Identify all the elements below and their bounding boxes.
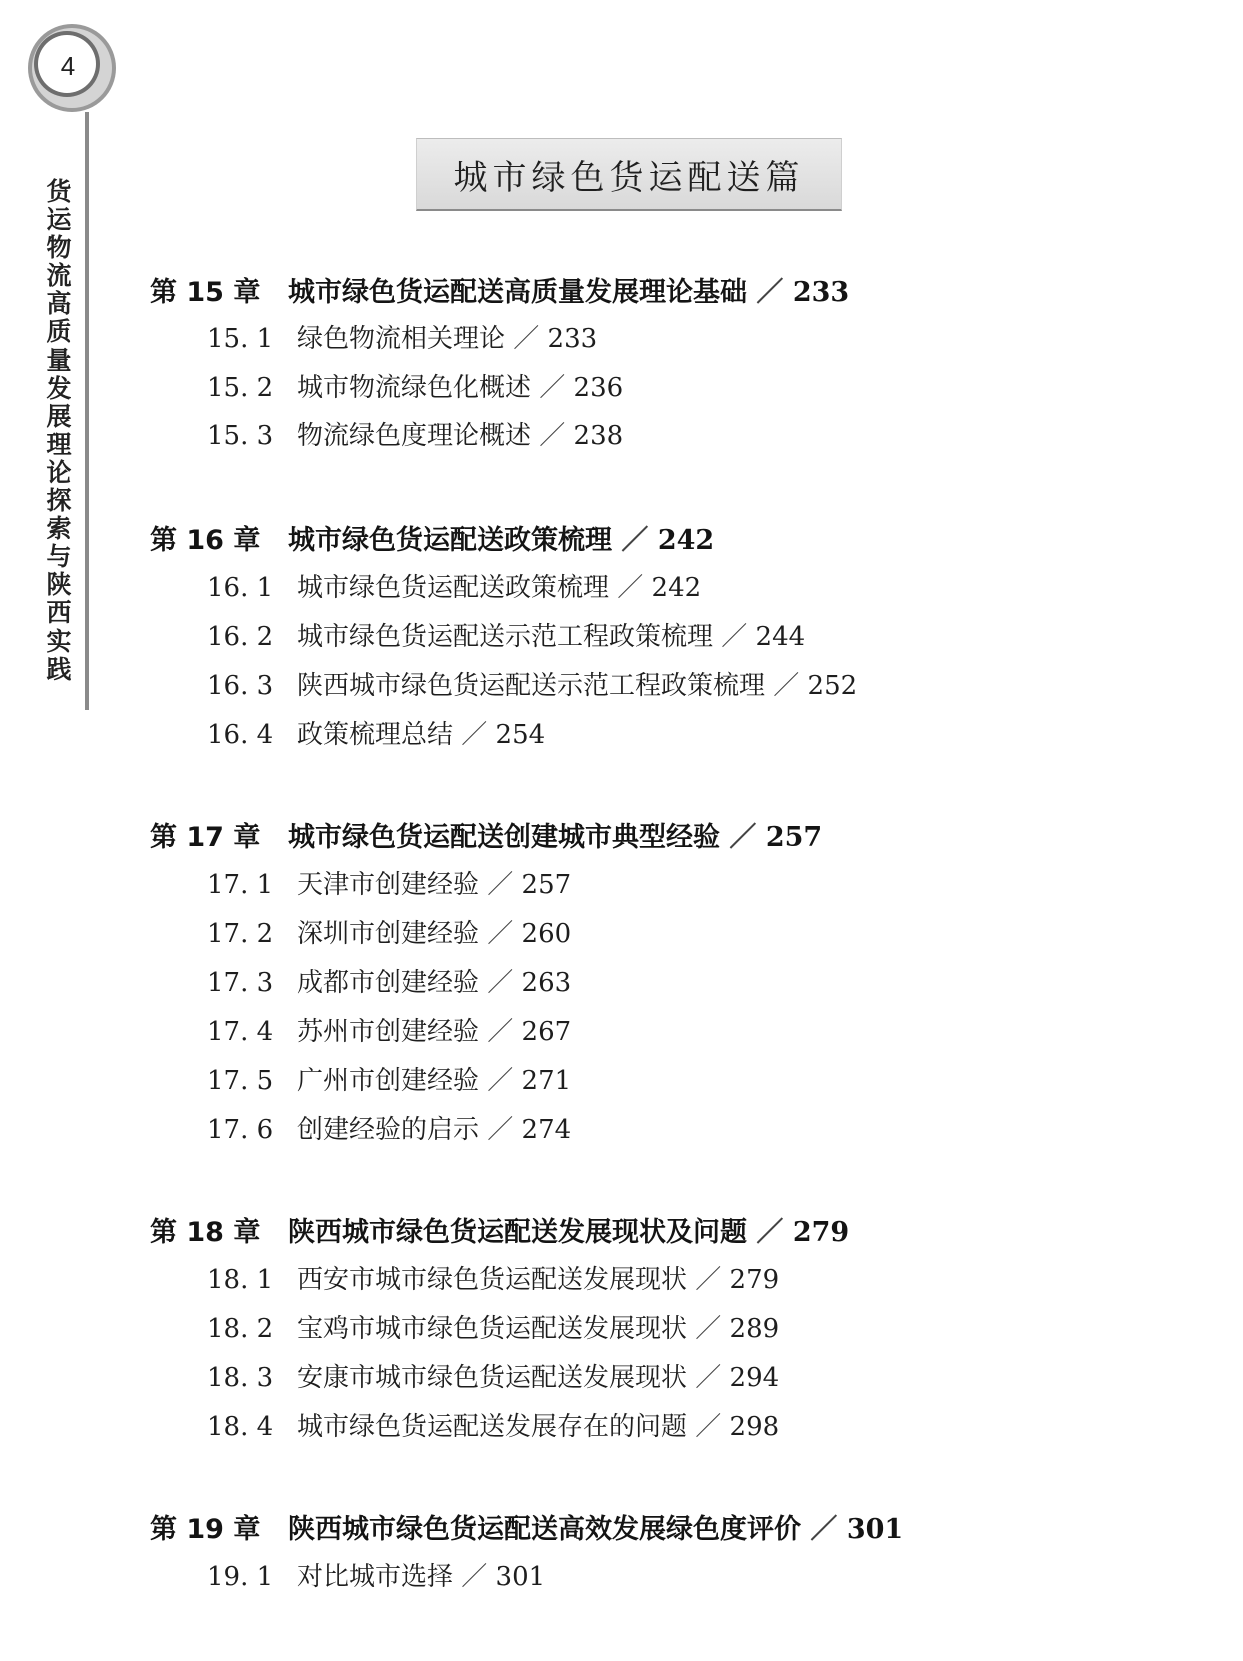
part-title-box (416, 138, 842, 211)
section-row (207, 1308, 779, 1345)
chapter-page: 242 (657, 525, 715, 556)
section-page: 271 (521, 1066, 572, 1096)
section-row (207, 616, 805, 653)
chapter-title: 城市绿色货运配送政策梳理 (288, 525, 612, 556)
section-title: 广州市创建经验 (297, 1066, 480, 1096)
section-row (207, 714, 545, 751)
chapter-label: 第 19 章 (150, 1514, 261, 1545)
page-separator: ／ (609, 573, 652, 603)
chapter-label: 第 17 章 (150, 822, 261, 853)
page-separator: ／ (505, 324, 548, 354)
page-separator: ／ (687, 1412, 730, 1442)
section-title: 城市绿色货运配送示范工程政策梳理 (297, 622, 714, 652)
section-title: 对比城市选择 (297, 1562, 454, 1592)
section-number: 17. 4 (207, 1017, 274, 1047)
chapter-title: 城市绿色货运配送创建城市典型经验 (288, 822, 720, 853)
page-separator: ／ (453, 720, 496, 750)
section-page: 294 (729, 1363, 780, 1393)
section-title: 宝鸡市城市绿色货运配送发展现状 (297, 1314, 688, 1344)
part-title: 城市绿色货运配送篇 (453, 157, 805, 198)
section-title: 成都市创建经验 (297, 968, 480, 998)
chapter-heading (150, 518, 714, 557)
section-page: 236 (573, 373, 624, 403)
page-separator: ／ (720, 822, 766, 853)
page-separator: ／ (747, 277, 793, 308)
section-number: 17. 2 (207, 919, 274, 949)
section-page: 233 (547, 324, 598, 354)
section-row (207, 567, 701, 604)
section-page: 238 (573, 421, 624, 451)
section-page: 298 (729, 1412, 780, 1442)
page-separator: ／ (713, 622, 756, 652)
section-number: 16. 4 (207, 720, 274, 750)
section-title: 政策梳理总结 (297, 720, 454, 750)
chapter-label: 第 15 章 (150, 277, 261, 308)
page-separator: ／ (801, 1514, 847, 1545)
chapter-label: 第 16 章 (150, 525, 261, 556)
section-page: 267 (521, 1017, 572, 1047)
section-page: 260 (521, 919, 572, 949)
section-page: 244 (755, 622, 806, 652)
section-page: 289 (729, 1314, 780, 1344)
page-separator: ／ (479, 1017, 522, 1047)
section-title: 绿色物流相关理论 (297, 324, 506, 354)
section-number: 18. 3 (207, 1363, 274, 1393)
section-number: 16. 2 (207, 622, 274, 652)
section-number: 18. 4 (207, 1412, 274, 1442)
section-row (207, 1109, 571, 1146)
section-title: 创建经验的启示 (297, 1115, 480, 1145)
section-row (207, 913, 571, 950)
section-row (207, 1556, 545, 1593)
section-number: 17. 6 (207, 1115, 274, 1145)
section-title: 物流绿色度理论概述 (297, 421, 532, 451)
section-page: 279 (729, 1265, 780, 1295)
section-row (207, 1357, 779, 1394)
section-number: 17. 3 (207, 968, 274, 998)
section-row (207, 1011, 571, 1048)
section-row (207, 1259, 779, 1296)
section-title: 天津市创建经验 (297, 870, 480, 900)
section-row (207, 318, 597, 355)
page-separator: ／ (612, 525, 658, 556)
section-title: 城市绿色货运配送发展存在的问题 (297, 1412, 688, 1442)
section-number: 18. 2 (207, 1314, 274, 1344)
page-separator: ／ (479, 870, 522, 900)
section-number: 15. 2 (207, 373, 274, 403)
section-number: 16. 3 (207, 671, 274, 701)
section-page: 301 (495, 1562, 546, 1592)
page-separator: ／ (765, 671, 808, 701)
page-separator: ／ (531, 421, 574, 451)
section-row (207, 864, 571, 901)
page-separator: ／ (479, 1115, 522, 1145)
chapter-page: 257 (765, 822, 823, 853)
section-row (207, 415, 623, 452)
section-title: 安康市城市绿色货运配送发展现状 (297, 1363, 688, 1393)
chapter-heading (150, 270, 849, 309)
running-title: 货运物流高质量发展理论探索与陕西实践 (46, 177, 72, 684)
section-title: 深圳市创建经验 (297, 919, 480, 949)
chapter-title: 陕西城市绿色货运配送发展现状及问题 (288, 1217, 747, 1248)
chapter-label: 第 18 章 (150, 1217, 261, 1248)
section-page: 242 (651, 573, 702, 603)
section-number: 18. 1 (207, 1265, 274, 1295)
page-separator: ／ (479, 919, 522, 949)
section-title: 城市物流绿色化概述 (297, 373, 532, 403)
section-row (207, 367, 623, 404)
page-separator: ／ (479, 968, 522, 998)
section-row (207, 962, 571, 999)
section-title: 城市绿色货运配送政策梳理 (297, 573, 610, 603)
chapter-page: 301 (846, 1514, 904, 1545)
section-page: 252 (807, 671, 858, 701)
section-title: 西安市城市绿色货运配送发展现状 (297, 1265, 688, 1295)
page-separator: ／ (453, 1562, 496, 1592)
chapter-heading (150, 1507, 903, 1546)
chapter-page: 279 (792, 1217, 850, 1248)
side-divider-line (85, 112, 89, 710)
section-page: 257 (521, 870, 572, 900)
chapter-page: 233 (792, 277, 850, 308)
page-separator: ／ (479, 1066, 522, 1096)
chapter-heading (150, 1210, 849, 1249)
page-separator: ／ (747, 1217, 793, 1248)
section-title: 苏州市创建经验 (297, 1017, 480, 1047)
chapter-heading (150, 815, 822, 854)
section-row (207, 1406, 779, 1443)
page-separator: ／ (531, 373, 574, 403)
section-page: 263 (521, 968, 572, 998)
page-separator: ／ (687, 1314, 730, 1344)
chapter-title: 城市绿色货运配送高质量发展理论基础 (288, 277, 747, 308)
section-title: 陕西城市绿色货运配送示范工程政策梳理 (297, 671, 766, 701)
page-number: 4 (60, 50, 76, 81)
section-number: 15. 3 (207, 421, 274, 451)
section-row (207, 1060, 571, 1097)
section-page: 254 (495, 720, 546, 750)
section-number: 19. 1 (207, 1562, 274, 1592)
section-number: 16. 1 (207, 573, 274, 603)
chapter-title: 陕西城市绿色货运配送高效发展绿色度评价 (288, 1514, 801, 1545)
page-separator: ／ (687, 1265, 730, 1295)
section-number: 17. 1 (207, 870, 274, 900)
section-row (207, 665, 857, 702)
page-separator: ／ (687, 1363, 730, 1393)
section-number: 15. 1 (207, 324, 274, 354)
section-number: 17. 5 (207, 1066, 274, 1096)
section-page: 274 (521, 1115, 572, 1145)
